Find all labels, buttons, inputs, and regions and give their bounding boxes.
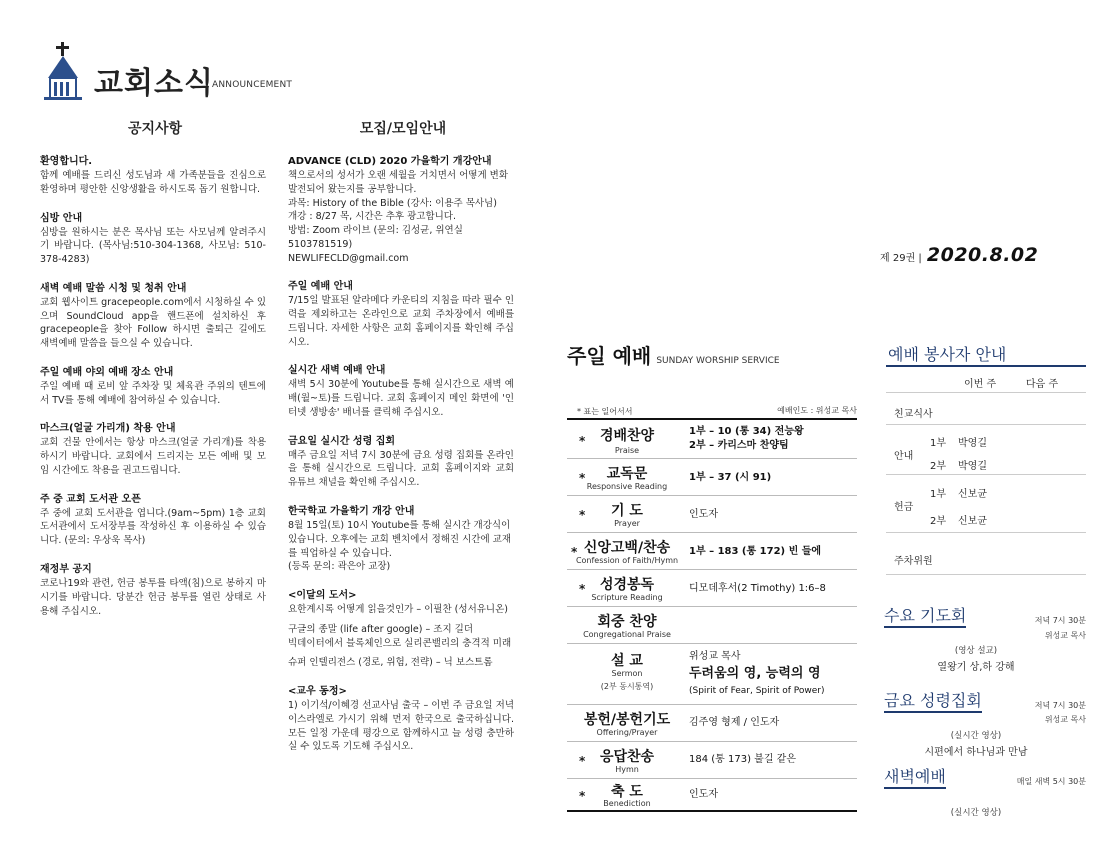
- order-name: 축 도: [611, 784, 643, 800]
- order-english-note: (2부 동시통역): [600, 682, 654, 691]
- worship-leader: 예배인도 : 위성교 목사: [777, 406, 857, 415]
- order-name: 기 도: [611, 503, 643, 519]
- order-english: Praise: [614, 446, 640, 455]
- vol-group: 헌금: [894, 502, 914, 513]
- recruit-body: 새벽 5시 30분에 Youtube를 통해 실시간으로 새벽 예배(월~토)를 드립니다. 교회 홈페이지 메인 화면에 '인터넷 생방송' 배너를 클릭해 주십시오.: [288, 379, 514, 418]
- issue-date: 2020.8.02: [926, 244, 1039, 266]
- worship-header: [567, 340, 780, 369]
- col-next-week: 다음 주: [1026, 379, 1059, 390]
- worship-order-row: [567, 570, 857, 607]
- recruit-item: [288, 361, 514, 419]
- order-detail: 1부 – 183 (통 172) 빈 들에: [689, 546, 822, 557]
- notice-body: 함께 예배를 드리신 성도님과 새 가족분들을 진심으로 환영하며 평안한 신앙생활을 하시도록 돕기 원합니다.: [40, 170, 266, 195]
- order-detail: 1부 – 37 (시 91): [689, 472, 772, 483]
- wednesday-note: (영상 설교): [954, 646, 998, 656]
- sermon-preacher: 위성교 목사: [689, 651, 741, 662]
- recruit-body: 7/15일 발표된 알라메다 카운티의 지침을 따라 필수 인력을 제외하고는 온라인으로 교회 주차장에서 예배를 드립니다. 자세한 사항은 교회 홈페이지를 확인해 주십시오.: [288, 295, 515, 348]
- volunteers-title-rule: [886, 365, 1086, 367]
- stand-marker: *: [579, 471, 586, 485]
- stand-marker: *: [571, 545, 578, 559]
- order-english: Prayer: [614, 519, 640, 528]
- recruit-body: 책으로서의 성서가 오랜 세월을 거치면서 어떻게 변화 발전되어 왔는지를 공부합니다. 과목: History of the Bible (강사: 이용주 목사님) 개강 : 8/27 목, 시간은 추후 광고합니다. 방법: Zoom 라이브 (문의: 김성균, 위연실5103781519) NEWLIFECLD@gmail.com: [288, 170, 509, 264]
- order-name: 설 교: [611, 653, 643, 669]
- stand-marker: *: [579, 434, 586, 448]
- recruit-body: 1) 이기석/이혜경 선교사님 출국 – 이번 주 금요일 저녁 이스라엘로 가시기 위해 먼저 한국으로 출국하십니다. 모든 일정 가운데 평강으로 함께하시고 늘 성령 충만하실 수 있도록 기도해 주십시오.: [288, 700, 514, 753]
- notice-item: [40, 152, 266, 197]
- notice-title: 환영합니다.: [40, 156, 93, 167]
- recruit-title: 주일 예배 안내: [288, 281, 353, 293]
- worship-order-row: [567, 779, 857, 812]
- order-detail: 인도자: [689, 509, 718, 520]
- sermon-title-en: (Spirit of Fear, Spirit of Power): [689, 686, 825, 697]
- notice-item: [40, 279, 266, 351]
- vol-group: 친교식사: [894, 409, 933, 420]
- recruit-body: 매주 금요일 저녁 7시 30분에 금요 성령 집회를 온라인을 통해 실시간으로 드립니다. 교회 홈페이지와 교회 유튜브 채널을 확인해 주십시오.: [288, 449, 514, 489]
- dawn-header: [884, 764, 1090, 787]
- stand-note: * 표는 일어서서: [577, 407, 633, 416]
- wednesday-header: [884, 603, 1090, 626]
- book-item: 요한계시록 어떻게 읽을것인가 – 이필찬 (성서유니온): [288, 604, 508, 616]
- vol-sub: 2부: [930, 516, 947, 527]
- notice-body: 주 중에 교회 도서관을 엽니다.(9am~5pm) 1층 교회 도서관에서 도서장부를 작성하신 후 이용하실 수 있습니다. (문의: 우상욱 목사): [40, 507, 266, 547]
- worship-order-row: [567, 496, 857, 533]
- recruit-item: [288, 432, 514, 490]
- order-detail: 인도자: [689, 789, 718, 800]
- friday-time: 저녁 7시 30분: [1034, 701, 1086, 710]
- notice-body: 심방을 원하시는 분은 목사님 또는 사모님께 알려주시기 바랍니다. (목사님:510-304-1368, 사모님: 510-378-4283): [40, 226, 266, 266]
- friday-topic: 시편에서 하나님과 만남: [924, 747, 1028, 758]
- volunteers-rule: [886, 424, 1086, 425]
- notice-title: 새벽 예배 말씀 시청 및 청취 안내: [40, 282, 187, 294]
- vol-sub: 1부: [930, 438, 947, 449]
- notice-item: [40, 490, 266, 548]
- recruit-item: [288, 277, 514, 349]
- order-name: 응답찬송: [599, 749, 655, 765]
- notice-item: [40, 209, 266, 267]
- friday-title: 금요 성령집회: [884, 691, 982, 713]
- order-name: 회중 찬양: [597, 614, 657, 630]
- page-title: 교회소식: [94, 66, 214, 101]
- page-subtitle: ANNOUNCEMENT: [212, 80, 293, 90]
- church-icon: [40, 42, 86, 100]
- recruit-item: [288, 152, 514, 265]
- recruit-item: [288, 502, 514, 574]
- vol-group: 주차위원: [894, 556, 933, 567]
- vol-person: 박영길: [958, 438, 987, 449]
- vol-person: 신보균: [958, 489, 987, 500]
- stand-marker: *: [579, 508, 586, 522]
- worship-order-row: [567, 533, 857, 570]
- order-detail-line: 2부 – 카리스마 찬양팀: [689, 439, 789, 451]
- order-english: Scripture Reading: [591, 593, 663, 602]
- order-name: 신앙고백/찬송: [583, 540, 671, 556]
- dawn-title: 새벽예배: [884, 767, 946, 789]
- volunteers-rule: [886, 574, 1086, 575]
- order-detail: 김주영 형제 / 인도자: [689, 717, 780, 728]
- recruit-title: 금요일 실시간 성령 집회: [288, 435, 396, 447]
- vol-sub: 1부: [930, 489, 947, 500]
- wednesday-time: 저녁 7시 30분: [1034, 616, 1086, 625]
- dawn-note: (실시간 영상): [950, 808, 1002, 818]
- notice-title: 주 중 교회 도서관 오픈: [40, 493, 141, 505]
- church-logo: [40, 42, 86, 100]
- order-detail: [689, 425, 804, 452]
- stand-marker: *: [579, 789, 586, 803]
- worship-order-row: [567, 742, 857, 779]
- worship-order-row: [567, 459, 857, 496]
- worship-subtitle: SUNDAY WORSHIP SERVICE: [656, 356, 780, 366]
- order-name: 성경봉독: [599, 577, 655, 593]
- book-item: 슈퍼 인텔리전스 (경로, 위험, 전략) – 닉 보스트롬: [288, 657, 493, 669]
- issue-info: [880, 244, 1038, 266]
- book-item: 구글의 종말 (life after google) – 조지 길더 빅데이터에서 블록체인으로 실리콘밸리의 충격적 미래: [288, 623, 512, 649]
- worship-title: 주일 예배: [567, 344, 652, 368]
- order-english: Benediction: [603, 799, 651, 808]
- notice-item: [40, 363, 266, 408]
- recruit-title: 한국학교 가을학기 개강 안내: [288, 506, 415, 518]
- recruit-column: [288, 152, 514, 766]
- recruit-title: <교우 동정>: [288, 686, 347, 698]
- friday-header: [884, 688, 1090, 711]
- order-english: Confession of Faith/Hymn: [575, 556, 679, 565]
- friday-note: (실시간 영상): [950, 731, 1002, 741]
- order-name: 봉헌/봉헌기도: [583, 712, 671, 728]
- notice-title: 심방 안내: [40, 212, 83, 224]
- notice-body: 교회 웹사이트 gracepeople.com에서 시청하실 수 있으며 SoundCloud app을 핸드폰에 설치하신 후 gracepeople을 찾아 Follow 하시면 출퇴근 길에도 새벽예배 말씀을 들으실 수 있습니다.: [40, 296, 266, 350]
- order-detail: 디모데후서(2 Timothy) 1:6–8: [689, 583, 826, 594]
- vol-person: 박영길: [958, 461, 987, 472]
- volunteers-rule: [886, 474, 1086, 475]
- notice-item: [40, 560, 266, 618]
- wednesday-leader: 위성교 목사: [1044, 631, 1086, 640]
- order-name: 교독문: [606, 466, 648, 482]
- issue-volume: 제 29권 |: [880, 253, 922, 264]
- order-english: Congregational Praise: [583, 630, 671, 639]
- notice-item: [40, 419, 266, 477]
- recruit-heading: 모집/모임안내: [359, 121, 447, 137]
- sermon-title: 두려움의 영, 능력의 영: [689, 665, 821, 681]
- recruit-body: 8월 15일(토) 10시 Youtube를 통해 실시간 개강식이 있습니다. 오후에는 교회 벤치에서 정해진 시간에 교재를 픽업하실 수 있습니다. (등록 문의: 곽은아 교장): [288, 520, 512, 573]
- col-this-week: 이번 주: [964, 379, 997, 390]
- wednesday-topic: 열왕기 상,하 강해: [937, 662, 1015, 673]
- books-block: [288, 586, 514, 670]
- worship-order-row: [567, 420, 857, 459]
- notice-title: 마스크(얼굴 가리개) 착용 안내: [40, 423, 176, 435]
- wednesday-title: 수요 기도회: [884, 606, 966, 628]
- order-english: Hymn: [615, 765, 639, 774]
- volunteers-rule: [886, 392, 1086, 393]
- stand-marker: *: [579, 582, 586, 596]
- dawn-time: 매일 새벽 5시 30분: [1016, 777, 1086, 786]
- vol-sub: 2부: [930, 461, 947, 472]
- notices-column: [40, 152, 266, 630]
- notices-heading: 공지사항: [127, 121, 183, 137]
- notice-title: 재정부 공지: [40, 564, 92, 576]
- order-detail-line: 1부 – 10 (통 34) 전능왕: [689, 426, 804, 437]
- vol-person: 신보균: [958, 516, 987, 527]
- friday-leader: 위성교 목사: [1044, 715, 1086, 724]
- worship-order-row: [567, 607, 857, 644]
- order-name: 경배찬양: [599, 428, 655, 444]
- recruit-title: 실시간 새벽 예배 안내: [288, 365, 386, 377]
- vol-group: 안내: [894, 451, 914, 462]
- notice-title: 주일 예배 야외 예배 장소 안내: [40, 366, 174, 378]
- order-english: Offering/Prayer: [596, 728, 658, 737]
- volunteers-rule: [886, 532, 1086, 533]
- order-detail: 184 (통 173) 불길 같은: [689, 754, 796, 765]
- worship-order-row: [567, 644, 857, 705]
- stand-marker: *: [579, 754, 586, 768]
- notice-body: 코로나19와 관련, 헌금 봉투를 타액(침)으로 봉하지 마시기를 바랍니다. 당분간 헌금 봉투를 열린 상태로 사용해 주십시오.: [40, 578, 266, 617]
- order-detail: [689, 650, 825, 698]
- order-english: Responsive Reading: [586, 482, 668, 491]
- notice-body: 주일 예배 때 로비 앞 주차장 및 체육관 주위의 텐트에서 TV를 통해 예배에 참여하실 수 있습니다.: [40, 380, 266, 406]
- volunteers-title: 예배 봉사자 안내: [888, 345, 1007, 364]
- order-english: Sermon: [611, 669, 643, 678]
- recruit-title: ADVANCE (CLD) 2020 가을학기 개강안내: [288, 156, 492, 167]
- books-title: <이달의 도서>: [288, 590, 357, 602]
- worship-order-row: [567, 705, 857, 742]
- recruit-item: [288, 682, 514, 754]
- notice-body: 교회 건물 안에서는 항상 마스크(얼굴 가리개)를 착용하시기 바랍니다. 교회에서 드리지는 모든 예배 및 모임 시간에도 착용을 권고드립니다.: [40, 437, 266, 476]
